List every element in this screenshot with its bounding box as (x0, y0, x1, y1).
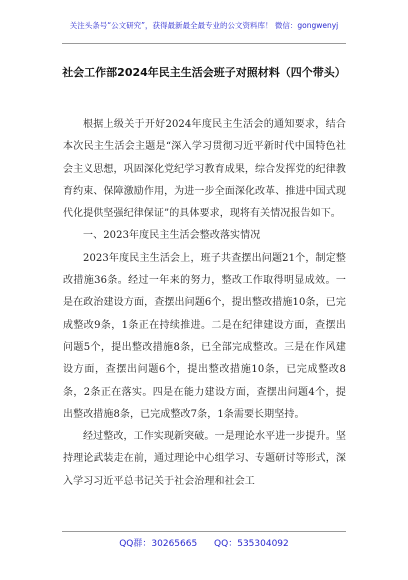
document-body (63, 114, 346, 493)
footer-divider (62, 531, 346, 532)
footer-contact: QQ群：30265665 QQ：535304092 (119, 539, 289, 549)
results-paragraph: 经过整改，工作实现新突破。一是理论水平进一步提升。坚持理论武装走在前，通过理论中心组学习、专题研讨等形式，深入学习习近平总书记关于社会治理和社会工 (63, 431, 346, 487)
header-promo-note: 关注头条号“公文研究”，获得最新最全最专业的公文资料库！ 微信：gongwenyj (69, 21, 339, 30)
document-title: 社会工作部2024年民主生活会班子对照材料（四个带头） (62, 66, 346, 79)
section-heading: 一、2023年度民主生活会整改落实情况 (83, 230, 261, 242)
header-divider (62, 43, 346, 44)
intro-paragraph: 根据上级关于开好2024年度民主生活会的通知要求，结合本次民主生活会主题是“深入学习贯彻习近平新时代中国特色社会主义思想，巩固深化党纪学习教育成果，综合发挥党的纪律教育约束、保障激励作用，为进一步全面深化改革、推进中国式现代化提供坚强纪律保证”的具体要求，现将有关情况报告如下。 (63, 119, 346, 220)
rectification-paragraph: 2023年度民主生活会上，班子共查摆出问题21个，制定整改措施36条。经过一年来的努力，整改工作取得明显成效。一是在政治建设方面，查摆出问题6个，提出整改措施10条，已完成整改9条，1条正在持续推进。二是在纪律建设方面，查摆出问题5个，提出整改措施8条，已全部完成整改。三是在作风建设方面，查摆出问题6个，提出整改措施10条，已完成整改8条，2条正在落实。四是在能力建设方面，查摆出问题4个，提出整改措施8条，已完成整改7条，1条需要长期坚持。 (63, 252, 346, 420)
